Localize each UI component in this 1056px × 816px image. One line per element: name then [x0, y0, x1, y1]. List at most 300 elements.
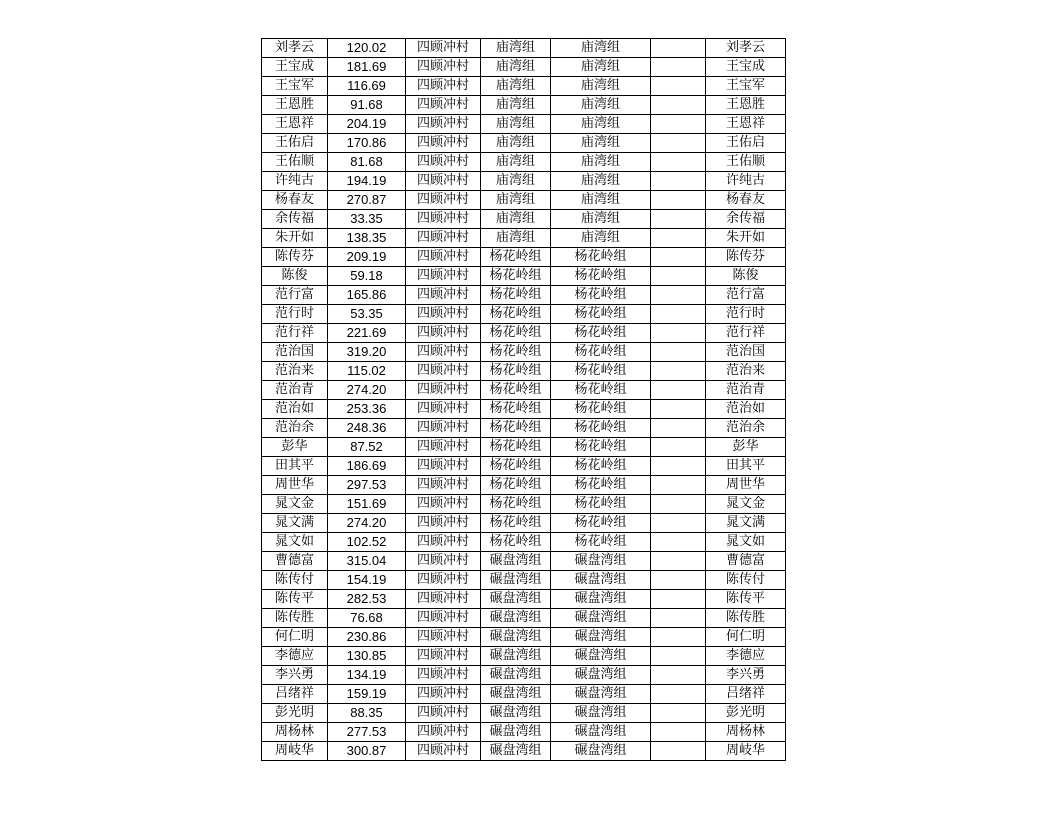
table-row — [262, 286, 786, 305]
group-cell: 庙湾组 — [481, 77, 551, 96]
blank-cell — [651, 286, 706, 305]
area-cell: 270.87 — [328, 191, 406, 210]
group-location-cell: 庙湾组 — [551, 58, 651, 77]
area-cell: 102.52 — [328, 533, 406, 552]
group-cell: 杨花岭组 — [481, 438, 551, 457]
table-row — [262, 552, 786, 571]
owner-name-cell: 陈传芬 — [262, 248, 328, 267]
group-cell: 碾盘湾组 — [481, 723, 551, 742]
signature-name-cell: 何仁明 — [706, 628, 786, 647]
village-cell: 四顾冲村 — [406, 476, 481, 495]
blank-cell — [651, 305, 706, 324]
group-location-cell: 碾盘湾组 — [551, 571, 651, 590]
village-cell: 四顾冲村 — [406, 210, 481, 229]
village-cell: 四顾冲村 — [406, 381, 481, 400]
area-cell: 88.35 — [328, 704, 406, 723]
group-location-cell: 庙湾组 — [551, 115, 651, 134]
table-row — [262, 400, 786, 419]
village-cell: 四顾冲村 — [406, 39, 481, 58]
group-location-cell: 杨花岭组 — [551, 362, 651, 381]
blank-cell — [651, 172, 706, 191]
signature-name-cell: 范行富 — [706, 286, 786, 305]
owner-name-cell: 余传福 — [262, 210, 328, 229]
owner-name-cell: 刘孝云 — [262, 39, 328, 58]
table-row — [262, 153, 786, 172]
area-cell: 116.69 — [328, 77, 406, 96]
signature-name-cell: 陈传胜 — [706, 609, 786, 628]
table-row — [262, 495, 786, 514]
group-cell: 碾盘湾组 — [481, 685, 551, 704]
village-cell: 四顾冲村 — [406, 457, 481, 476]
village-cell: 四顾冲村 — [406, 115, 481, 134]
signature-name-cell: 许纯古 — [706, 172, 786, 191]
signature-name-cell: 范治青 — [706, 381, 786, 400]
village-cell: 四顾冲村 — [406, 58, 481, 77]
blank-cell — [651, 77, 706, 96]
signature-name-cell: 晁文满 — [706, 514, 786, 533]
group-cell: 碾盘湾组 — [481, 552, 551, 571]
signature-name-cell: 范治余 — [706, 419, 786, 438]
group-location-cell: 碾盘湾组 — [551, 742, 651, 761]
group-location-cell: 碾盘湾组 — [551, 666, 651, 685]
signature-name-cell: 陈传芬 — [706, 248, 786, 267]
group-location-cell: 杨花岭组 — [551, 514, 651, 533]
area-cell: 120.02 — [328, 39, 406, 58]
area-cell: 33.35 — [328, 210, 406, 229]
area-cell: 181.69 — [328, 58, 406, 77]
village-cell: 四顾冲村 — [406, 343, 481, 362]
signature-name-cell: 陈俊 — [706, 267, 786, 286]
owner-name-cell: 陈传付 — [262, 571, 328, 590]
table-row — [262, 609, 786, 628]
blank-cell — [651, 457, 706, 476]
area-cell: 53.35 — [328, 305, 406, 324]
group-location-cell: 碾盘湾组 — [551, 723, 651, 742]
village-cell: 四顾冲村 — [406, 514, 481, 533]
owner-name-cell: 李德应 — [262, 647, 328, 666]
group-cell: 碾盘湾组 — [481, 590, 551, 609]
signature-name-cell: 李德应 — [706, 647, 786, 666]
signature-name-cell: 田其平 — [706, 457, 786, 476]
village-cell: 四顾冲村 — [406, 267, 481, 286]
group-cell: 杨花岭组 — [481, 476, 551, 495]
signature-name-cell: 王恩胜 — [706, 96, 786, 115]
group-location-cell: 杨花岭组 — [551, 324, 651, 343]
owner-name-cell: 晁文满 — [262, 514, 328, 533]
village-cell: 四顾冲村 — [406, 666, 481, 685]
signature-name-cell: 王宝成 — [706, 58, 786, 77]
group-location-cell: 碾盘湾组 — [551, 609, 651, 628]
group-location-cell: 庙湾组 — [551, 134, 651, 153]
owner-name-cell: 朱开如 — [262, 229, 328, 248]
group-cell: 碾盘湾组 — [481, 571, 551, 590]
table-row — [262, 438, 786, 457]
signature-name-cell: 周杨林 — [706, 723, 786, 742]
table-row — [262, 666, 786, 685]
group-location-cell: 庙湾组 — [551, 96, 651, 115]
signature-name-cell: 范治如 — [706, 400, 786, 419]
village-cell: 四顾冲村 — [406, 495, 481, 514]
table-row — [262, 647, 786, 666]
blank-cell — [651, 476, 706, 495]
group-location-cell: 杨花岭组 — [551, 286, 651, 305]
group-cell: 杨花岭组 — [481, 400, 551, 419]
blank-cell — [651, 628, 706, 647]
blank-cell — [651, 96, 706, 115]
blank-cell — [651, 343, 706, 362]
village-cell: 四顾冲村 — [406, 438, 481, 457]
village-cell: 四顾冲村 — [406, 628, 481, 647]
blank-cell — [651, 115, 706, 134]
group-cell: 杨花岭组 — [481, 305, 551, 324]
owner-name-cell: 周杨林 — [262, 723, 328, 742]
owner-name-cell: 王宝成 — [262, 58, 328, 77]
owner-name-cell: 范行富 — [262, 286, 328, 305]
blank-cell — [651, 400, 706, 419]
table-row — [262, 229, 786, 248]
table-row — [262, 457, 786, 476]
area-cell: 130.85 — [328, 647, 406, 666]
owner-name-cell: 何仁明 — [262, 628, 328, 647]
village-cell: 四顾冲村 — [406, 305, 481, 324]
blank-cell — [651, 571, 706, 590]
owner-name-cell: 周岐华 — [262, 742, 328, 761]
blank-cell — [651, 609, 706, 628]
group-location-cell: 杨花岭组 — [551, 438, 651, 457]
table-row — [262, 571, 786, 590]
village-cell: 四顾冲村 — [406, 286, 481, 305]
blank-cell — [651, 153, 706, 172]
blank-cell — [651, 381, 706, 400]
area-cell: 315.04 — [328, 552, 406, 571]
area-cell: 248.36 — [328, 419, 406, 438]
area-cell: 91.68 — [328, 96, 406, 115]
table-row — [262, 628, 786, 647]
blank-cell — [651, 647, 706, 666]
table-row — [262, 267, 786, 286]
group-cell: 碾盘湾组 — [481, 704, 551, 723]
signature-name-cell: 王佑启 — [706, 134, 786, 153]
village-cell: 四顾冲村 — [406, 552, 481, 571]
table-row — [262, 514, 786, 533]
group-cell: 杨花岭组 — [481, 286, 551, 305]
group-cell: 杨花岭组 — [481, 533, 551, 552]
area-cell: 186.69 — [328, 457, 406, 476]
village-cell: 四顾冲村 — [406, 362, 481, 381]
group-cell: 碾盘湾组 — [481, 742, 551, 761]
area-cell: 297.53 — [328, 476, 406, 495]
blank-cell — [651, 495, 706, 514]
area-cell: 277.53 — [328, 723, 406, 742]
group-cell: 杨花岭组 — [481, 514, 551, 533]
table-row — [262, 39, 786, 58]
area-cell: 159.19 — [328, 685, 406, 704]
blank-cell — [651, 210, 706, 229]
group-location-cell: 庙湾组 — [551, 191, 651, 210]
table-row — [262, 533, 786, 552]
owner-name-cell: 周世华 — [262, 476, 328, 495]
group-cell: 杨花岭组 — [481, 381, 551, 400]
village-cell: 四顾冲村 — [406, 324, 481, 343]
signature-name-cell: 周世华 — [706, 476, 786, 495]
blank-cell — [651, 248, 706, 267]
table-row — [262, 96, 786, 115]
area-cell: 274.20 — [328, 381, 406, 400]
group-location-cell: 碾盘湾组 — [551, 704, 651, 723]
blank-cell — [651, 267, 706, 286]
group-location-cell: 杨花岭组 — [551, 267, 651, 286]
table-row — [262, 381, 786, 400]
group-cell: 碾盘湾组 — [481, 666, 551, 685]
signature-name-cell: 彭华 — [706, 438, 786, 457]
group-location-cell: 杨花岭组 — [551, 400, 651, 419]
table-row — [262, 134, 786, 153]
group-location-cell: 杨花岭组 — [551, 419, 651, 438]
owner-name-cell: 王佑顺 — [262, 153, 328, 172]
village-cell: 四顾冲村 — [406, 229, 481, 248]
blank-cell — [651, 742, 706, 761]
table-row — [262, 704, 786, 723]
village-cell: 四顾冲村 — [406, 400, 481, 419]
signature-name-cell: 彭光明 — [706, 704, 786, 723]
group-location-cell: 杨花岭组 — [551, 533, 651, 552]
owner-name-cell: 范治如 — [262, 400, 328, 419]
signature-name-cell: 范行时 — [706, 305, 786, 324]
village-cell: 四顾冲村 — [406, 609, 481, 628]
group-location-cell: 杨花岭组 — [551, 476, 651, 495]
signature-name-cell: 余传福 — [706, 210, 786, 229]
area-cell: 165.86 — [328, 286, 406, 305]
owner-name-cell: 彭华 — [262, 438, 328, 457]
table-row — [262, 685, 786, 704]
group-cell: 庙湾组 — [481, 210, 551, 229]
area-cell: 274.20 — [328, 514, 406, 533]
group-location-cell: 碾盘湾组 — [551, 552, 651, 571]
table-row — [262, 172, 786, 191]
group-location-cell: 庙湾组 — [551, 229, 651, 248]
signature-name-cell: 王佑顺 — [706, 153, 786, 172]
group-location-cell: 杨花岭组 — [551, 343, 651, 362]
signature-name-cell: 吕绪祥 — [706, 685, 786, 704]
village-cell: 四顾冲村 — [406, 685, 481, 704]
group-location-cell: 庙湾组 — [551, 172, 651, 191]
owner-name-cell: 范行时 — [262, 305, 328, 324]
village-cell: 四顾冲村 — [406, 153, 481, 172]
table-row — [262, 343, 786, 362]
blank-cell — [651, 39, 706, 58]
owner-name-cell: 晁文金 — [262, 495, 328, 514]
signature-name-cell: 李兴勇 — [706, 666, 786, 685]
blank-cell — [651, 58, 706, 77]
area-cell: 115.02 — [328, 362, 406, 381]
table-row — [262, 191, 786, 210]
blank-cell — [651, 704, 706, 723]
village-cell: 四顾冲村 — [406, 533, 481, 552]
area-cell: 134.19 — [328, 666, 406, 685]
blank-cell — [651, 134, 706, 153]
table-row — [262, 476, 786, 495]
group-cell: 杨花岭组 — [481, 343, 551, 362]
owner-name-cell: 吕绪祥 — [262, 685, 328, 704]
blank-cell — [651, 362, 706, 381]
village-cell: 四顾冲村 — [406, 96, 481, 115]
area-cell: 230.86 — [328, 628, 406, 647]
group-location-cell: 碾盘湾组 — [551, 685, 651, 704]
group-cell: 庙湾组 — [481, 229, 551, 248]
signature-name-cell: 陈传平 — [706, 590, 786, 609]
village-cell: 四顾冲村 — [406, 590, 481, 609]
table-row — [262, 742, 786, 761]
village-cell: 四顾冲村 — [406, 191, 481, 210]
signature-name-cell: 范治来 — [706, 362, 786, 381]
group-cell: 杨花岭组 — [481, 362, 551, 381]
group-location-cell: 庙湾组 — [551, 39, 651, 58]
village-cell: 四顾冲村 — [406, 77, 481, 96]
area-cell: 209.19 — [328, 248, 406, 267]
group-cell: 庙湾组 — [481, 58, 551, 77]
group-location-cell: 庙湾组 — [551, 77, 651, 96]
table-row — [262, 305, 786, 324]
group-cell: 庙湾组 — [481, 134, 551, 153]
area-cell: 154.19 — [328, 571, 406, 590]
owner-name-cell: 许纯古 — [262, 172, 328, 191]
blank-cell — [651, 438, 706, 457]
owner-name-cell: 陈传胜 — [262, 609, 328, 628]
owner-name-cell: 李兴勇 — [262, 666, 328, 685]
signature-name-cell: 周岐华 — [706, 742, 786, 761]
data-table — [261, 38, 786, 761]
table-row — [262, 115, 786, 134]
blank-cell — [651, 533, 706, 552]
owner-name-cell: 杨春友 — [262, 191, 328, 210]
table-row — [262, 324, 786, 343]
table-row — [262, 210, 786, 229]
group-cell: 杨花岭组 — [481, 495, 551, 514]
group-location-cell: 碾盘湾组 — [551, 590, 651, 609]
owner-name-cell: 范行祥 — [262, 324, 328, 343]
group-cell: 碾盘湾组 — [481, 647, 551, 666]
blank-cell — [651, 685, 706, 704]
group-cell: 庙湾组 — [481, 115, 551, 134]
table-row — [262, 362, 786, 381]
owner-name-cell: 范治来 — [262, 362, 328, 381]
group-cell: 庙湾组 — [481, 191, 551, 210]
signature-name-cell: 刘孝云 — [706, 39, 786, 58]
group-location-cell: 杨花岭组 — [551, 457, 651, 476]
group-location-cell: 庙湾组 — [551, 210, 651, 229]
group-cell: 杨花岭组 — [481, 419, 551, 438]
area-cell: 76.68 — [328, 609, 406, 628]
village-cell: 四顾冲村 — [406, 571, 481, 590]
signature-name-cell: 杨春友 — [706, 191, 786, 210]
signature-name-cell: 陈传付 — [706, 571, 786, 590]
group-cell: 碾盘湾组 — [481, 609, 551, 628]
group-location-cell: 庙湾组 — [551, 153, 651, 172]
blank-cell — [651, 324, 706, 343]
village-cell: 四顾冲村 — [406, 742, 481, 761]
group-location-cell: 杨花岭组 — [551, 381, 651, 400]
blank-cell — [651, 419, 706, 438]
signature-name-cell: 朱开如 — [706, 229, 786, 248]
area-cell: 138.35 — [328, 229, 406, 248]
village-cell: 四顾冲村 — [406, 248, 481, 267]
owner-name-cell: 田其平 — [262, 457, 328, 476]
area-cell: 194.19 — [328, 172, 406, 191]
owner-name-cell: 曹德富 — [262, 552, 328, 571]
village-cell: 四顾冲村 — [406, 134, 481, 153]
blank-cell — [651, 191, 706, 210]
blank-cell — [651, 590, 706, 609]
group-cell: 杨花岭组 — [481, 267, 551, 286]
group-location-cell: 杨花岭组 — [551, 248, 651, 267]
table-body — [262, 39, 786, 761]
owner-name-cell: 晁文如 — [262, 533, 328, 552]
village-cell: 四顾冲村 — [406, 723, 481, 742]
group-location-cell: 碾盘湾组 — [551, 628, 651, 647]
owner-name-cell: 王佑启 — [262, 134, 328, 153]
signature-name-cell: 范治国 — [706, 343, 786, 362]
table-row — [262, 419, 786, 438]
area-cell: 282.53 — [328, 590, 406, 609]
table-row — [262, 248, 786, 267]
signature-name-cell: 晁文如 — [706, 533, 786, 552]
owner-name-cell: 陈传平 — [262, 590, 328, 609]
owner-name-cell: 范治国 — [262, 343, 328, 362]
group-location-cell: 杨花岭组 — [551, 305, 651, 324]
group-cell: 碾盘湾组 — [481, 628, 551, 647]
group-cell: 庙湾组 — [481, 153, 551, 172]
area-cell: 59.18 — [328, 267, 406, 286]
area-cell: 221.69 — [328, 324, 406, 343]
group-cell: 杨花岭组 — [481, 248, 551, 267]
area-cell: 319.20 — [328, 343, 406, 362]
group-cell: 庙湾组 — [481, 172, 551, 191]
owner-name-cell: 彭光明 — [262, 704, 328, 723]
area-cell: 300.87 — [328, 742, 406, 761]
signature-name-cell: 晁文金 — [706, 495, 786, 514]
signature-name-cell: 王恩祥 — [706, 115, 786, 134]
blank-cell — [651, 666, 706, 685]
village-cell: 四顾冲村 — [406, 419, 481, 438]
group-cell: 庙湾组 — [481, 39, 551, 58]
blank-cell — [651, 552, 706, 571]
table-row — [262, 58, 786, 77]
group-cell: 庙湾组 — [481, 96, 551, 115]
group-cell: 杨花岭组 — [481, 457, 551, 476]
signature-name-cell: 王宝军 — [706, 77, 786, 96]
owner-name-cell: 陈俊 — [262, 267, 328, 286]
table-row — [262, 77, 786, 96]
signature-name-cell: 范行祥 — [706, 324, 786, 343]
blank-cell — [651, 229, 706, 248]
owner-name-cell: 王恩祥 — [262, 115, 328, 134]
area-cell: 170.86 — [328, 134, 406, 153]
table-row — [262, 723, 786, 742]
village-cell: 四顾冲村 — [406, 704, 481, 723]
owner-name-cell: 王宝军 — [262, 77, 328, 96]
group-location-cell: 碾盘湾组 — [551, 647, 651, 666]
area-cell: 151.69 — [328, 495, 406, 514]
area-cell: 253.36 — [328, 400, 406, 419]
village-cell: 四顾冲村 — [406, 172, 481, 191]
owner-name-cell: 王恩胜 — [262, 96, 328, 115]
blank-cell — [651, 514, 706, 533]
table-row — [262, 590, 786, 609]
village-cell: 四顾冲村 — [406, 647, 481, 666]
signature-name-cell: 曹德富 — [706, 552, 786, 571]
area-cell: 81.68 — [328, 153, 406, 172]
group-cell: 杨花岭组 — [481, 324, 551, 343]
